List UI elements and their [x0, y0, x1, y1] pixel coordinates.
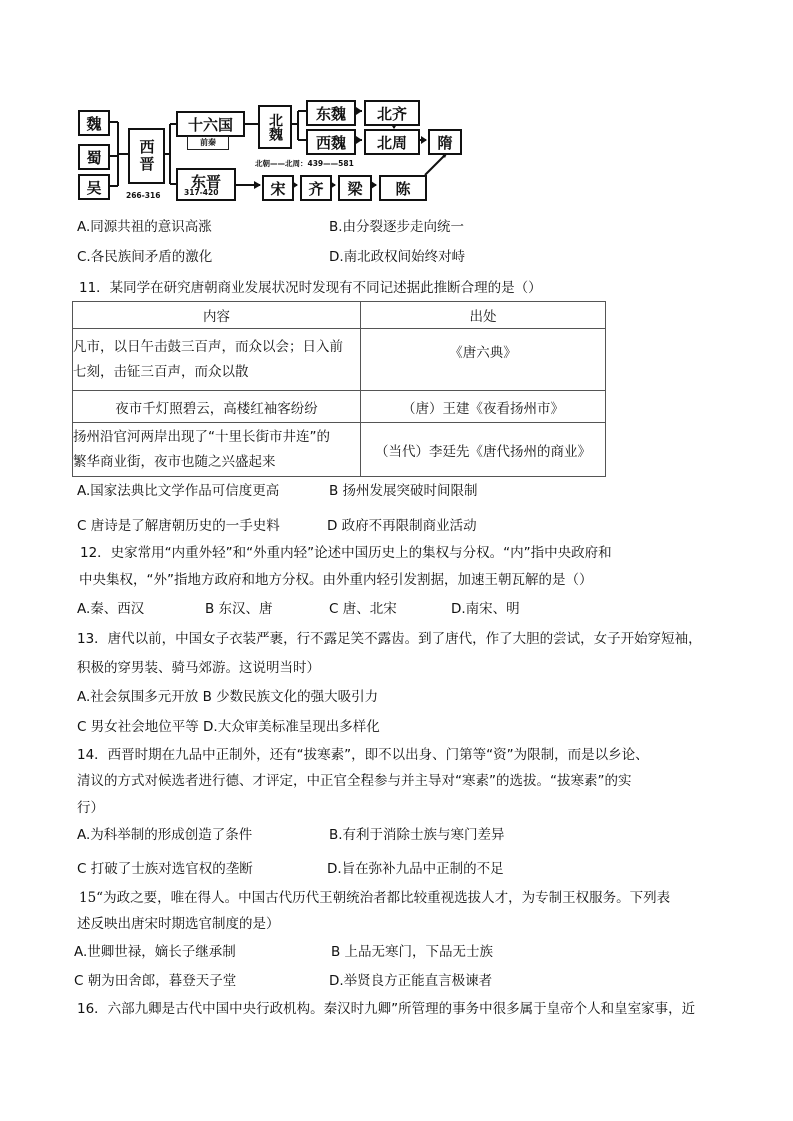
q13-line2: 积极的穿男装、骑马郊游。这说明当时） — [77, 660, 320, 676]
box-sui: 隋 — [428, 129, 462, 155]
box-dongjin-label: 东晋 — [190, 173, 221, 191]
box-beiqi: 北齐 — [364, 100, 420, 126]
box-song: 宋 — [262, 175, 294, 201]
box-beiwei — [258, 105, 292, 149]
box-liang: 梁 — [338, 175, 372, 201]
box-xijin — [128, 128, 165, 184]
box-wu: 吴 — [78, 174, 110, 200]
q11-row1-line2: 七刻，击钲三百声，而众以散 — [73, 363, 249, 380]
q12-option-c: C 唐、北宋 — [329, 601, 397, 617]
q11-row3-line2: 繁华商业街，夜市也随之兴盛起来 — [73, 453, 276, 470]
q15-line2: 述反映出唐宋时期选官制度的是） — [77, 916, 280, 932]
box-xiwei: 西魏 — [306, 129, 356, 155]
q11-option-b: B 扬州发展突破时间限制 — [329, 483, 478, 499]
q14-option-c: C 打破了士族对选官权的垄断 — [77, 861, 253, 877]
box-beizhou: 北周 — [364, 129, 420, 155]
q14-option-a: A.为科举制的形成创造了条件 — [77, 827, 253, 843]
q12-line1: 12．史家常用“内重外轻”和“外重内轻”论述中国历史上的集权与分权。“内”指中央政府和 — [80, 545, 612, 561]
q10-option-d: D.南北政权间始终对峙 — [329, 249, 466, 265]
q10-option-b: B.由分裂逐步走向统一 — [329, 219, 465, 235]
box-shiliuguo: 十六国 — [176, 111, 245, 137]
q11-row1-source: 《唐六典》 — [361, 329, 606, 391]
q12-line2: 中央集权，“外”指地方政府和地方分权。由外重内轻引发割据，加速王朝瓦解的是（） — [79, 572, 593, 588]
beichao-note: 北朝——北周：439——581 — [255, 159, 354, 168]
dongjin-years: 317-420 — [184, 188, 219, 197]
q12-option-d: D.南宋、明 — [451, 601, 520, 617]
q14-line2: 清议的方式对候选者进行德、才评定，中正官全程参与并主导对“寒素”的选拔。“拔寒素”的实 — [77, 773, 632, 789]
q11-option-a: A.国家法典比文学作品可信度更高 — [77, 483, 280, 499]
box-chen: 陈 — [379, 175, 427, 201]
q10-option-c: C.各民族间矛盾的激化 — [77, 249, 213, 265]
box-xijin-label: 西晋 — [137, 139, 156, 173]
box-shu: 蜀 — [78, 144, 110, 170]
q12-option-a: A.秦、西汉 — [77, 601, 145, 617]
box-qi: 齐 — [300, 175, 332, 201]
q11-header-source: 出处 — [361, 302, 606, 329]
q11-row1-content — [73, 329, 361, 391]
q11-row3-line1: 扬州沿官河两岸出现了“十里长街市井连”的 — [73, 428, 330, 445]
q14-line3: 行） — [77, 800, 104, 816]
q11-row3-source: （当代）李廷先《唐代扬州的商业》 — [361, 423, 606, 477]
box-beiwei-label: 北魏 — [267, 113, 283, 141]
q15-option-a: A.世卿世禄，嫡长子继承制 — [74, 944, 236, 960]
q11-row2-content: 夜市千灯照碧云，高楼红袖客纷纷 — [73, 391, 361, 423]
xijin-years: 266-316 — [126, 191, 161, 200]
box-dongwei: 东魏 — [306, 100, 356, 126]
q14-option-b: B.有利于消除士族与寒门差异 — [329, 827, 505, 843]
q11-stem: 11．某同学在研究唐朝商业发展状况时发现有不同记述据此推断合理的是（） — [79, 280, 542, 296]
q13-options-ab: A.社会氛围多元开放 B 少数民族文化的强大吸引力 — [77, 689, 379, 705]
q15-line1: 15“为政之要，唯在得人。中国古代历代王朝统治者都比较重视选拔人才，为专制王权服务。下列表 — [79, 890, 671, 906]
q12-option-b: B 东汉、唐 — [205, 601, 273, 617]
q13-options-cd: C 男女社会地位平等 D.大众审美标准呈现出多样化 — [77, 719, 380, 735]
q15-option-b: B 上品无寒门，下品无士族 — [331, 944, 494, 960]
q14-line1: 14．西晋时期在九品中正制外，还有“拔寒素”，即不以出身、门第等“资”为限制，而是以乡论、 — [77, 747, 649, 763]
q11-row3-content — [73, 423, 361, 477]
q16-line1: 16．六部九卿是古代中国中央行政机构。秦汉时九卿”所管理的事务中很多属于皇帝个人和皇室家事，近 — [77, 1001, 696, 1017]
box-wei: 魏 — [78, 110, 110, 136]
q11-row1-line1: 凡市，以日午击鼓三百声，而众以会；日入前 — [73, 338, 343, 355]
q11-header-content: 内容 — [73, 302, 361, 329]
q14-option-d: D.旨在弥补九品中正制的不足 — [327, 861, 504, 877]
q10-option-a: A.同源共祖的意识高涨 — [77, 219, 212, 235]
q11-table — [72, 301, 606, 477]
q11-option-c: C 唐诗是了解唐朝历史的一手史料 — [77, 518, 280, 534]
q11-option-d: D 政府不再限制商业活动 — [327, 518, 477, 534]
q15-option-c: C 朝为田舍郎，暮登天子堂 — [74, 973, 237, 989]
q13-line1: 13．唐代以前，中国女子衣装严裹，行不露足笑不露齿。到了唐代，作了大胆的尝试，女子开始穿短袖， — [77, 631, 702, 647]
q11-row2-source: （唐）王建《夜看扬州市》 — [361, 391, 606, 423]
q15-option-d: D.举贤良方正能直言极谏者 — [329, 973, 493, 989]
qianqin-note: 前秦 — [187, 136, 229, 150]
